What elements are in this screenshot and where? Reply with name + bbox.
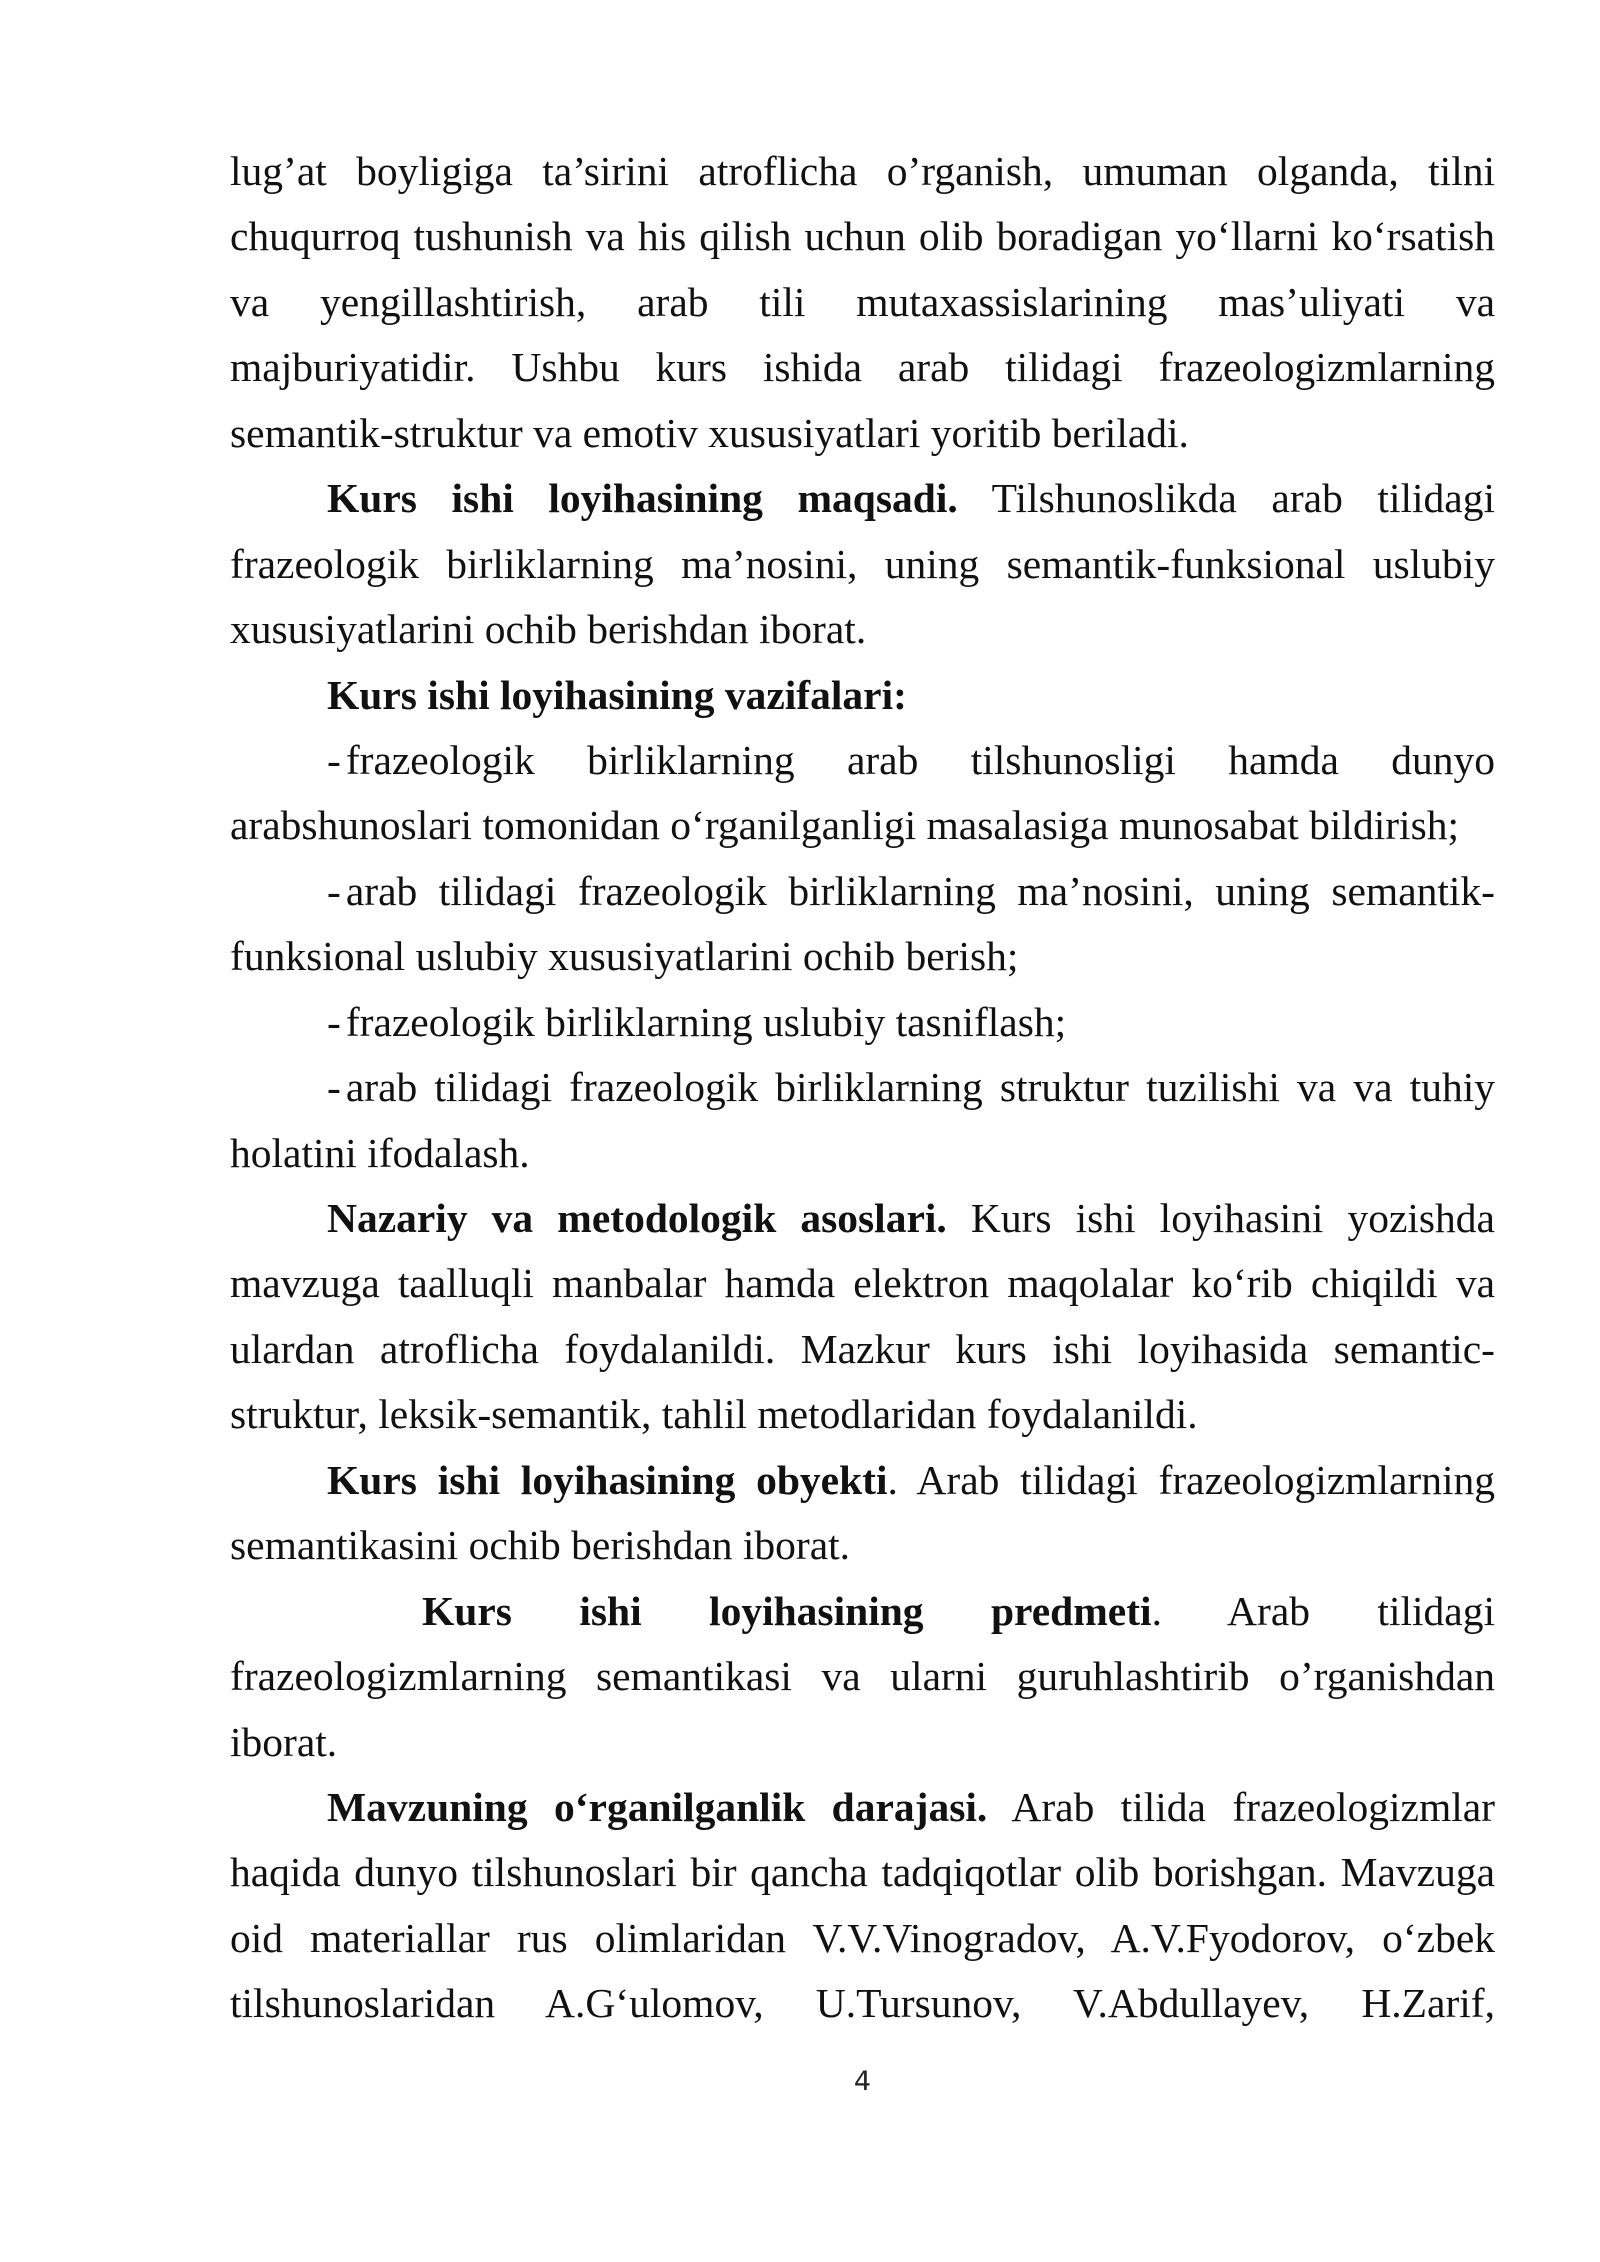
text-line: semantik-struktur va emotiv xususiyatlari yoritib beriladi. [230, 409, 1189, 456]
list-item-text: frazeologik birliklarning arab tilshunosligi hamda dunyo [345, 736, 1495, 783]
page-number: 4 [853, 2066, 872, 2097]
text-line: frazeologik birliklarning ma’nosini, uning semantik-funksional uslubiy [230, 540, 1495, 587]
list-item-text: arab tilidagi frazeologik birliklarning struktur tuzilishi va va tuhiy [345, 1064, 1495, 1111]
section-heading: Kurs ishi loyihasining vazifalari: [327, 671, 907, 718]
list-dash-marker: - [327, 736, 341, 783]
section-lead-text: . Arab tilidagi frazeologizmlarning [887, 1456, 1495, 1503]
text-line: semantikasini ochib berishdan iborat. [230, 1522, 851, 1569]
section-lead-text: Arab tilida frazeologizmlar [987, 1783, 1495, 1830]
body-text [230, 139, 1495, 2037]
text-line: mavzuga taalluqli manbalar hamda elektron maqolalar ko‘rib chiqildi va [230, 1260, 1495, 1307]
list-item-first-line [230, 990, 1495, 1055]
text-line: frazeologizmlarning semantikasi va ularni guruhlashtirib o’rganishdan [230, 1653, 1495, 1700]
list-item-first-line [230, 859, 1495, 924]
list-item-text: frazeologik birliklarning uslubiy tasniflash; [345, 998, 1067, 1045]
literature-first-line [230, 1775, 1495, 1840]
list-item-first-line [230, 1055, 1495, 1120]
list-item-first-line [230, 728, 1495, 793]
text-line: lug’at boyligiga ta’sirini atroflicha o’rganish, umuman olganda, tilni [230, 148, 1495, 194]
text-line: haqida dunyo tilshunoslari bir qancha tadqiqotlar olib borishgan. Mavzuga [230, 1849, 1495, 1896]
text-line: holatini ifodalash. [230, 1129, 530, 1176]
list-dash-marker: - [327, 1064, 341, 1111]
list-dash-marker: - [327, 867, 341, 914]
text-line: struktur, leksik-semantik, tahlil metodlaridan foydalanildi. [230, 1391, 1198, 1438]
section-lead-text: Kurs ishi loyihasini yozishda [946, 1195, 1495, 1241]
section-lead-text: Tilshunoslikda arab tilidagi [957, 475, 1495, 522]
text-line: funksional uslubiy xususiyatlarini ochib berish; [230, 933, 1019, 980]
text-line: chuqurroq tushunish va his qilish uchun olib boradigan yo‘llarni ko‘rsatish [230, 213, 1495, 260]
text-line: xususiyatlarini ochib berishdan iborat. [230, 606, 867, 653]
text-line: arabshunoslari tomonidan o‘rganilganligi masalasiga munosabat bildirish; [230, 802, 1460, 849]
text-line: tilshunoslaridan A.G‘ulomov, U.Tursunov, V.Abdullayev, H.Zarif, [230, 1980, 1495, 2027]
section-heading: Kurs ishi loyihasining predmeti [422, 1587, 1152, 1634]
text-line: va yengillashtirish, arab tili mutaxassislarining mas’uliyati va [230, 278, 1495, 325]
text-line: majburiyatidir. Ushbu kurs ishida arab tilidagi frazeologizmlarning [230, 344, 1495, 391]
object-first-line [230, 1448, 1495, 1513]
theory-first-line [230, 1186, 1495, 1251]
subject-first-line [230, 1579, 1495, 1644]
section-heading: Kurs ishi loyihasining obyekti [327, 1456, 888, 1503]
text-line: ulardan atroflicha foydalanildi. Mazkur kurs ishi loyihasida semantic- [230, 1325, 1495, 1372]
list-item-text: arab tilidagi frazeologik birliklarning ma’nosini, uning semantik- [345, 867, 1495, 914]
goal-first-line [230, 466, 1495, 531]
section-heading: Kurs ishi loyihasining maqsadi. [327, 475, 958, 522]
section-lead-text: . Arab tilidagi [1151, 1587, 1495, 1634]
section-heading: Mavzuning o‘rganilganlik darajasi. [327, 1783, 988, 1830]
text-line: iborat. [230, 1718, 338, 1765]
section-heading: Nazariy va metodologik asoslari. [327, 1195, 947, 1241]
text-line: oid materiallar rus olimlaridan V.V.Vinogradov, A.V.Fyodorov, o‘zbek [230, 1914, 1495, 1961]
list-dash-marker: - [327, 998, 341, 1045]
